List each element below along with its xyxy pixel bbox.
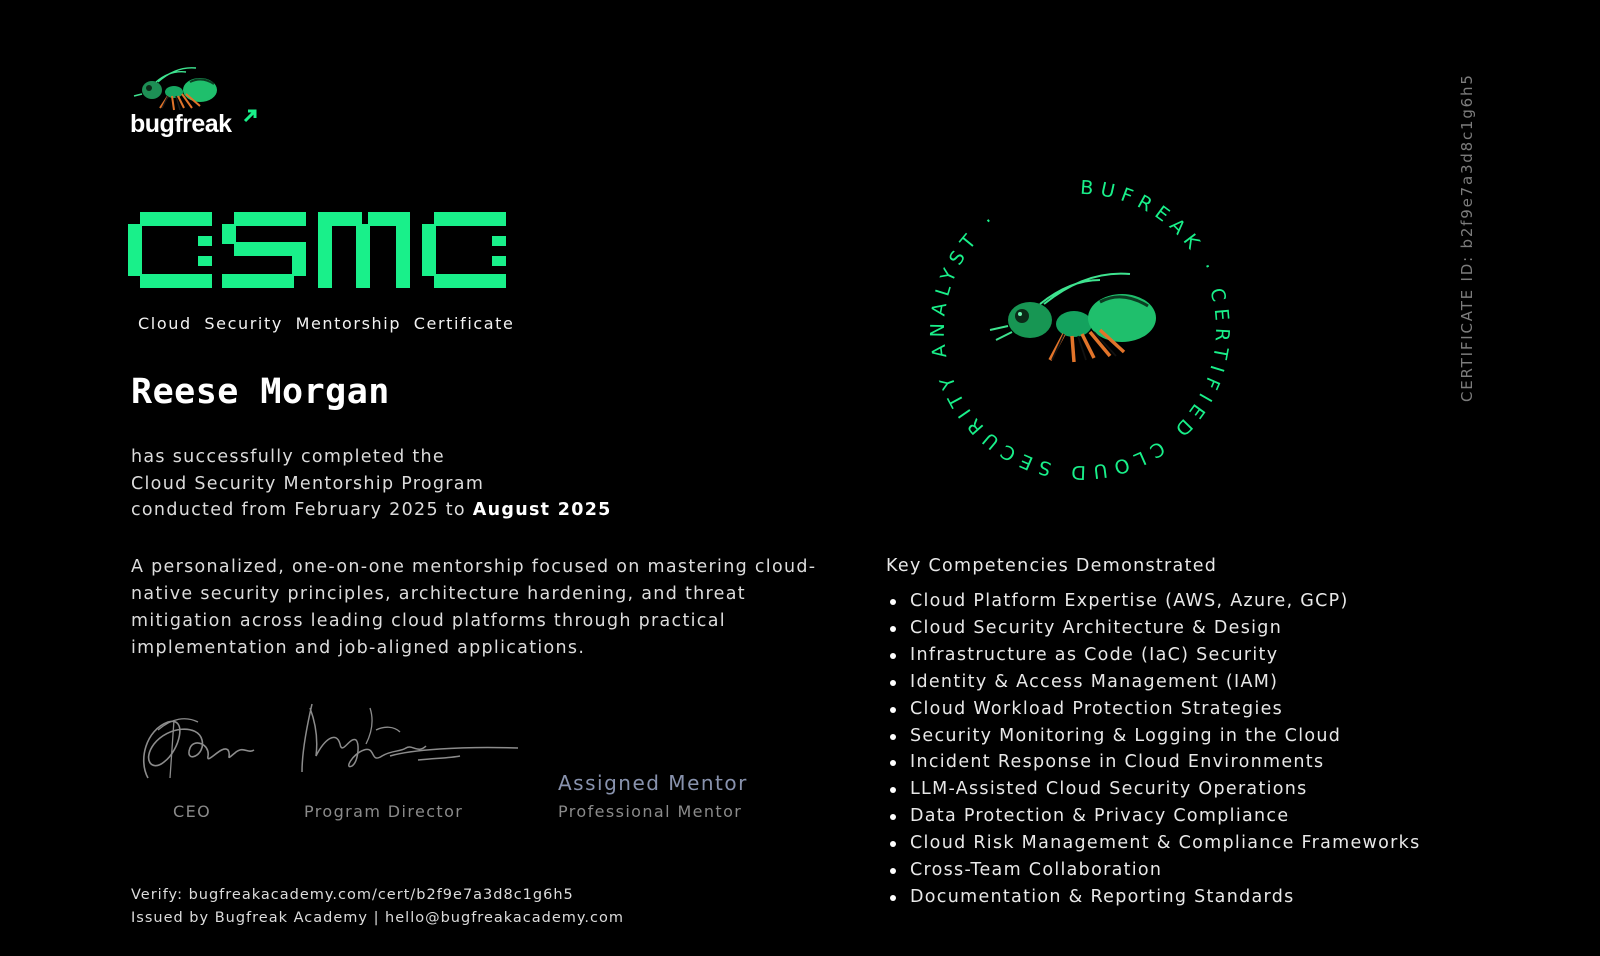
mentor-name: Assigned Mentor (558, 771, 748, 795)
certification-seal (900, 150, 1260, 510)
competency-item: Infrastructure as Code (IaC) Security (888, 642, 1421, 669)
director-signature (300, 700, 525, 780)
competency-item: Data Protection & Privacy Compliance (888, 803, 1421, 830)
competency-item: Cloud Risk Management & Compliance Frameworks (888, 830, 1421, 857)
logo-wordmark: bugfreak (130, 110, 232, 138)
competencies-list (888, 588, 1421, 911)
competency-item: Cloud Workload Protection Strategies (888, 696, 1421, 723)
completion-line-2: Cloud Security Mentorship Program (131, 473, 485, 494)
seal-ring-text: BUFREAK · CERTIFIED CLOUD SECURITY ANALYST · (926, 176, 1234, 484)
competency-item: Incident Response in Cloud Environments (888, 749, 1421, 776)
completion-line-3-prefix: conducted from February 2025 to (131, 500, 466, 520)
competency-item: Cross-Team Collaboration (888, 857, 1421, 884)
certificate-subtitle: Cloud Security Mentorship Certificate (138, 314, 515, 333)
completion-line-3 (131, 497, 612, 524)
brand-logo (130, 64, 270, 150)
certificate-acronym (128, 212, 508, 294)
issuer-contact: Issued by Bugfreak Academy | hello@bugfreakacademy.com (131, 910, 624, 926)
mentor-role-label: Professional Mentor (558, 802, 743, 821)
competency-item: Documentation & Reporting Standards (888, 884, 1421, 911)
ant-logo-icon (130, 64, 230, 112)
competency-item: Security Monitoring & Logging in the Cloud (888, 723, 1421, 750)
ant-mascot-icon (990, 274, 1156, 362)
certificate-id: CERTIFICATE ID: b2f9e7a3d8c1g6h5 (1458, 73, 1476, 402)
competency-item: Cloud Security Architecture & Design (888, 615, 1421, 642)
completion-end-date: August 2025 (472, 500, 612, 520)
verify-link[interactable]: Verify: bugfreakacademy.com/cert/b2f9e7a3d8c1g6h5 (131, 887, 574, 903)
competency-item: Cloud Platform Expertise (AWS, Azure, GCP) (888, 588, 1421, 615)
competency-item: Identity & Access Management (IAM) (888, 669, 1421, 696)
completion-statement (131, 444, 612, 524)
competencies-title: Key Competencies Demonstrated (886, 556, 1218, 576)
footer (131, 884, 624, 930)
recipient-name: Reese Morgan (131, 372, 390, 412)
arrow-up-right-icon (242, 108, 258, 124)
ceo-signature (128, 700, 263, 790)
competency-item: LLM-Assisted Cloud Security Operations (888, 776, 1421, 803)
ceo-role-label: CEO (173, 802, 212, 821)
program-description: A personalized, one-on-one mentorship focused on mastering cloud-native security principles, architecture hardening, and threat mitigation across leading cloud platforms through practical implementation and job-aligned applications. (131, 557, 817, 658)
director-role-label: Program Director (304, 802, 464, 821)
completion-line-1: has successfully completed the (131, 447, 445, 467)
